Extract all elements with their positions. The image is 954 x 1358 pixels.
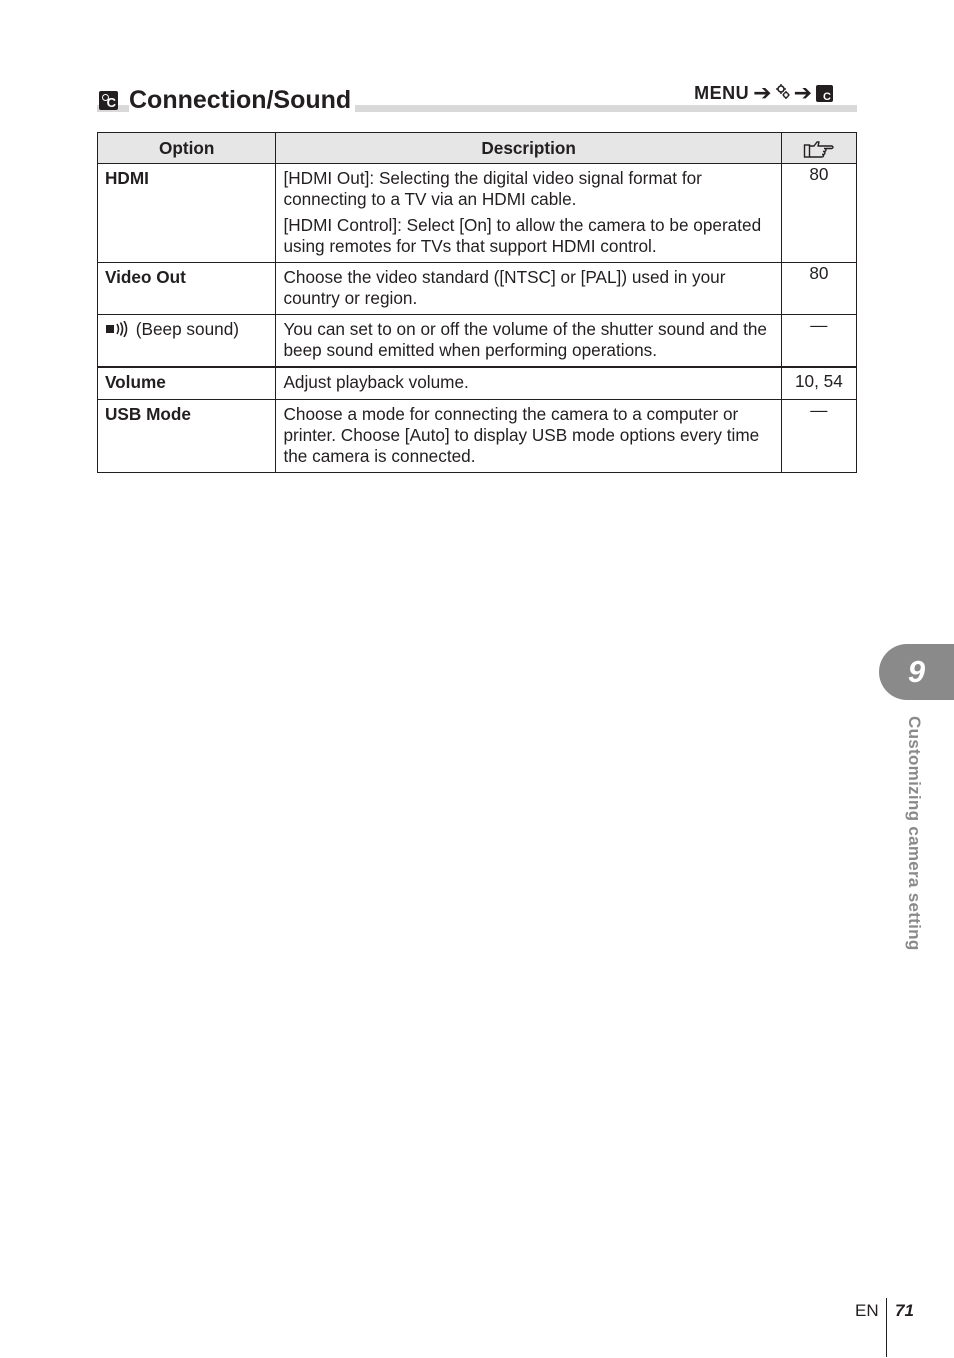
page-reference: 80: [781, 164, 856, 263]
speaker-icon: [105, 321, 131, 337]
gear-icon: [776, 84, 790, 103]
option-name: USB Mode: [98, 400, 276, 473]
option-name: [98, 315, 276, 368]
option-name: Volume: [98, 367, 276, 400]
option-name-text: (Beep sound): [135, 319, 239, 339]
table-row: [98, 315, 857, 368]
page-reference: 80: [781, 263, 856, 315]
option-name: Video Out: [98, 263, 276, 315]
chapter-label: Customizing camera setting: [905, 716, 924, 951]
option-description: Adjust playback volume.: [276, 367, 781, 400]
option-description: [HDMI Out]: Selecting the digital video signal format for connecting to a TV via an HDMI cable. [HDMI Control]: Select [On] to allow the camera to be operated using remotes for TVs that support HDMI control.: [276, 164, 781, 263]
chapter-number: 9: [907, 654, 926, 689]
page-reference: —: [781, 315, 856, 368]
table-header-row: [98, 133, 857, 164]
option-description: You can set to on or off the volume of the shutter sound and the beep sound emitted when performing operations.: [276, 315, 781, 368]
custom-menu-c-icon: [99, 91, 118, 110]
menu-path: [688, 82, 833, 104]
custom-menu-c-icon: [816, 85, 833, 102]
arrow-right-icon: ➔: [793, 80, 812, 105]
option-name: HDMI: [98, 164, 276, 263]
options-table: [97, 132, 857, 473]
page-number: 71: [895, 1301, 914, 1320]
page-title: Connection/Sound: [129, 86, 355, 114]
option-description: Choose a mode for connecting the camera to a computer or printer. Choose [Auto] to display USB mode options every time the camera is connected.: [276, 400, 781, 473]
chapter-tab: [879, 644, 954, 700]
section-header: [97, 80, 857, 116]
table-row: [98, 400, 857, 473]
column-header-option: Option: [98, 133, 276, 164]
option-description: Choose the video standard ([NTSC] or [PAL]) used in your country or region.: [276, 263, 781, 315]
footer-divider: [886, 1298, 887, 1357]
column-header-description: Description: [276, 133, 781, 164]
table-row: [98, 367, 857, 400]
page-reference: —: [781, 400, 856, 473]
menu-label: MENU: [694, 82, 750, 103]
arrow-right-icon: ➔: [753, 80, 772, 105]
language-code: EN: [855, 1301, 879, 1320]
table-row: [98, 263, 857, 315]
reference-hand-icon: [803, 139, 835, 159]
column-header-reference: [781, 133, 856, 164]
table-row: [98, 164, 857, 263]
page-reference: 10, 54: [781, 367, 856, 400]
